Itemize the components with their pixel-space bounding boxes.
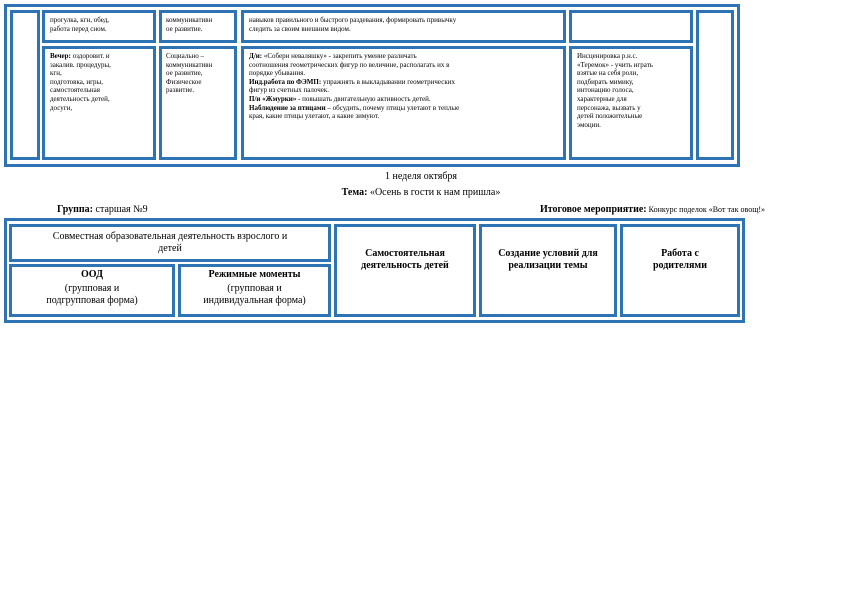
theme-value: «Осень в гости к нам пришла»	[369, 187, 501, 198]
individual-work-label: Инд.работа по ФЭМП:	[249, 77, 322, 86]
observation-label: Наблюдение за птицами	[249, 103, 326, 112]
conditions-header: Создание условий для реализации темы	[498, 248, 598, 271]
ood-subtitle: (групповая и подгрупповая форма)	[46, 283, 138, 306]
didactic-game-text: «Собери неваляшку» - закрепить умение различать соотношения геометрических фигур по величине, располагать их в порядке убывания.	[249, 52, 450, 78]
r1-col2-text: коммуникативн ое развитие.	[166, 16, 213, 33]
evening-text: оздоровит. и закалив. процедуры, кгн, подготовка, игры, самостоятельная деятельность детей, досуги,	[50, 52, 111, 112]
week-title: 1 неделя октября	[384, 171, 458, 182]
r2-col3-text	[249, 52, 561, 121]
outdoor-game-text: - повышать двигательную активность детей.	[296, 94, 431, 103]
theme-line	[0, 187, 842, 198]
individual-work-text: упражнять в выкладывании геометрических фигур из счетных палочек.	[249, 77, 455, 95]
final-event-label: Итоговое мероприятие:	[540, 204, 647, 215]
final-event-line	[540, 204, 765, 215]
group-line	[57, 204, 148, 215]
top-r1c4	[569, 10, 693, 43]
r2-col4-text: Инсценировка р.н.с. «Теремок» - учить играть взятые на себя роли, подбирать мимику, интонацию голоса, характерные для персонажа, вызвать у детей положительные эмоции.	[577, 52, 653, 129]
theme-label: Тема:	[341, 187, 368, 198]
top-right-edge-cell	[696, 10, 734, 160]
outdoor-game-label: П/и «Жмурки»	[249, 94, 297, 103]
group-value: старшая №9	[93, 204, 148, 215]
parents-header: Работа с родителями	[652, 248, 708, 271]
r1-col3-text: навыков правильного и быстрого раздевания, формировать привычку следить за своим внешним видом.	[249, 16, 457, 33]
r1-col1-text: прогулка, кгн, обед, работа перед сном.	[50, 16, 110, 33]
didactic-game-label: Д/и:	[249, 52, 263, 60]
final-event-value: Конкурс поделок «Вот так овощ!»	[646, 205, 766, 214]
evening-label: Вечер:	[50, 52, 71, 60]
joint-activity-header: Совместная образовательная деятельность взрослого и детей	[52, 231, 288, 254]
top-left-edge-cell	[10, 10, 40, 160]
group-label: Группа:	[57, 204, 94, 215]
r2-col2-text: Социально – коммуникативн ое развитие, Физическое развитие.	[166, 52, 213, 95]
observation-text: – обсудить, почему птицы улетают в теплые края, какие птицы улетают, а какие зимуют.	[249, 103, 460, 121]
ood-title: ООД	[81, 269, 103, 280]
regime-title: Режимные моменты	[208, 269, 301, 280]
regime-subtitle: (групповая и индивидуальная форма)	[203, 283, 306, 306]
independent-header: Самостоятельная деятельность детей	[361, 248, 449, 271]
r2-col1-text	[50, 52, 154, 112]
